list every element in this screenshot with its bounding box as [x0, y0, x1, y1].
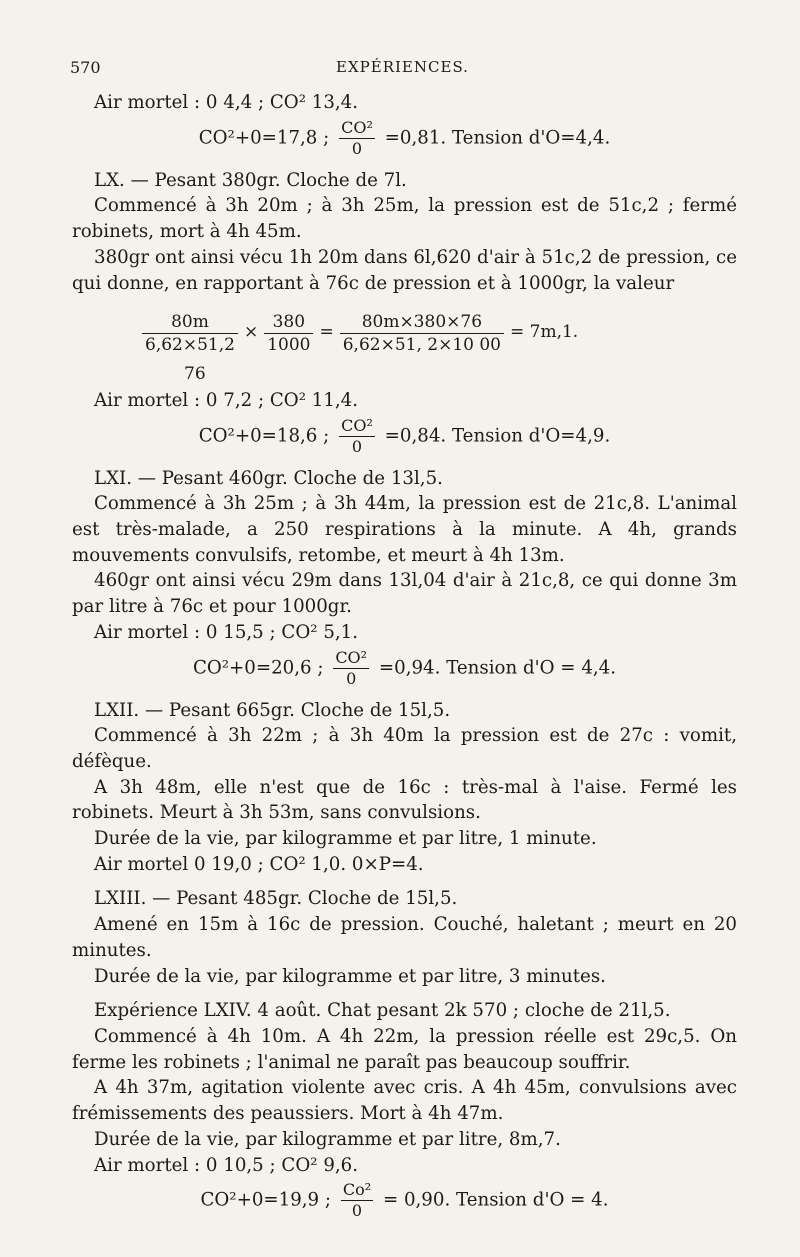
- paragraph: A 4h 37m, agitation violente avec cris. A 4h 45m, convulsions avec frémissements des peaussiers. Mort à 4h 47m.: [72, 1077, 737, 1125]
- fraction: [340, 311, 504, 356]
- result: = 7m,1.: [509, 322, 579, 343]
- paragraph: Durée de la vie, par kilogramme et par litre, 1 minute.: [94, 828, 597, 850]
- section-heading: LXII. — Pesant 665gr. Cloche de 15l,5.: [94, 699, 451, 721]
- fraction-numerator: 80m×380×76: [340, 311, 504, 334]
- paragraph: Amené en 15m à 16c de pression. Couché, haletant ; meurt en 20 minutes.: [72, 914, 737, 961]
- page-body: [72, 90, 737, 1223]
- fraction-numerator: CO²: [335, 647, 368, 667]
- fraction-numerator: 80m: [142, 311, 238, 334]
- experiment-heading: Expérience LXIV. 4 août. Chat pesant 2k 570 ; cloche de 21l,5.: [94, 1000, 671, 1022]
- section-heading: LXIII. — Pesant 485gr. Cloche de 15l,5.: [94, 888, 458, 910]
- fraction-numerator: CO²: [341, 117, 373, 137]
- equation: [72, 118, 737, 159]
- operator: =: [319, 322, 334, 343]
- fraction-numerator: 380: [264, 311, 313, 334]
- running-title: EXPÉRIENCES.: [336, 58, 469, 76]
- equation: [72, 416, 737, 457]
- fraction-denominator: 6,62×51,2: [145, 334, 235, 355]
- equation-part: CO²+0=17,8 ;: [198, 127, 330, 149]
- paragraph: 380gr ont ainsi vécu 1h 20m dans 6l,620 d'air à 51c,2 de pression, ce qui donne, en rapportant à 76c de pression et à 1000gr, la valeur: [72, 246, 737, 294]
- equation-part: =0,84. Tension d'O=4,9.: [384, 425, 611, 447]
- equation-part: =0,81. Tension d'O=4,4.: [384, 127, 611, 149]
- fraction-denominator: 76: [184, 364, 206, 385]
- paragraph: Commencé à 3h 20m ; à 3h 25m, la pression est de 51c,2 ; fermé robinets, mort à 4h 45m.: [72, 195, 737, 243]
- fraction-numerator: CO²: [341, 415, 373, 435]
- page-header: [70, 58, 735, 82]
- fraction-denominator: 0: [346, 668, 357, 688]
- paragraph: Durée de la vie, par kilogramme et par litre, 3 minutes.: [94, 965, 606, 987]
- text-line: Air mortel : 0 7,2 ; CO² 11,4.: [94, 389, 359, 411]
- equation-part: CO²+0=20,6 ;: [192, 657, 324, 679]
- fraction-denominator: 6,62×51, 2×10 00: [342, 334, 501, 355]
- equation-part: CO²+0=18,6 ;: [198, 425, 330, 447]
- fraction: [333, 648, 369, 689]
- fraction: [142, 311, 238, 356]
- fraction: [264, 311, 313, 356]
- section-heading: LX. — Pesant 380gr. Cloche de 7l.: [94, 169, 407, 191]
- text-line: Air mortel : 0 15,5 ; CO² 5,1.: [94, 621, 359, 643]
- fraction-denominator: 0: [351, 138, 363, 158]
- text-line: Air mortel : 0 4,4 ; CO² 13,4.: [94, 92, 359, 113]
- fraction-denominator: 1000: [267, 334, 311, 355]
- equation-part: = 0,90. Tension d'O = 4.: [382, 1189, 609, 1211]
- page-number: 570: [70, 58, 101, 77]
- fraction: [339, 416, 375, 457]
- fraction-denominator: 0: [351, 1201, 363, 1221]
- equation-part: =0,94. Tension d'O = 4,4.: [378, 657, 617, 679]
- text-line: Air mortel 0 19,0 ; CO² 1,0. 0×P=4.: [94, 853, 424, 875]
- operator: ×: [243, 322, 259, 343]
- large-equation: [142, 302, 737, 364]
- paragraph: Durée de la vie, par kilogramme et par litre, 8m,7.: [94, 1128, 561, 1150]
- paragraph: Commencé à 4h 10m. A 4h 22m, la pression réelle est 29c,5. On ferme les robinets ; l'animal ne paraît pas beaucoup souffrir.: [72, 1025, 737, 1073]
- paragraph: Commencé à 3h 22m ; à 3h 40m la pression est de 27c : vomit, défèque.: [72, 725, 737, 772]
- text-line: Air mortel : 0 10,5 ; CO² 9,6.: [94, 1154, 359, 1176]
- fraction-denominator: 0: [351, 436, 363, 456]
- fraction: [341, 1180, 373, 1221]
- section-heading: LXI. — Pesant 460gr. Cloche de 13l,5.: [94, 467, 443, 489]
- equation: [72, 648, 737, 689]
- paragraph: 460gr ont ainsi vécu 29m dans 13l,04 d'air à 21c,8, ce qui donne 3m par litre à 76c et pour 1000gr.: [72, 570, 737, 618]
- fraction: [339, 118, 375, 159]
- equation-part: CO²+0=19,9 ;: [200, 1189, 332, 1211]
- paragraph: Commencé à 3h 25m ; à 3h 44m, la pression est de 21c,8. L'animal est très-malade, a 250 respirations à la minute. A 4h, grands mouvements convulsifs, retombe, et meurt à 4h 13m.: [72, 493, 737, 566]
- equation: [72, 1180, 737, 1221]
- fraction-numerator: Co²: [342, 1180, 372, 1200]
- paragraph: A 3h 48m, elle n'est que de 16c : très-mal à l'aise. Fermé les robinets. Meurt à 3h 53m, sans convulsions.: [72, 776, 737, 824]
